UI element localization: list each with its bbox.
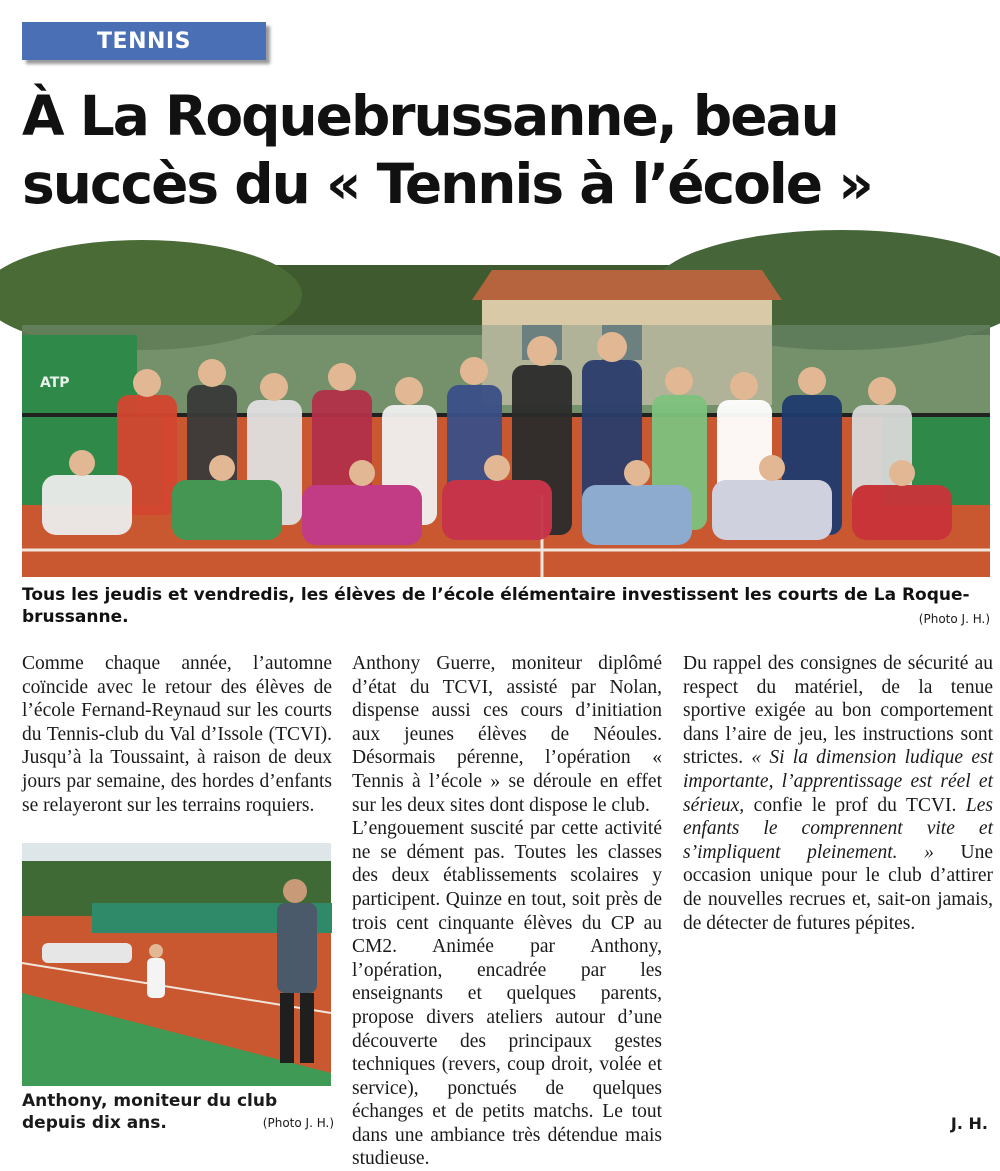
paragraph-4-end: Une occasion unique pour le club d’attirer de nouvelles recrues et, sait-on jamais, de détecter de futures pépites.	[683, 841, 993, 934]
author-signature: J. H.	[950, 1114, 988, 1133]
headline	[22, 82, 982, 218]
main-photo-caption: Tous les jeudis et vendredis, les élèves de l’école élémentaire investissent les courts de La Roque-brussanne.	[22, 585, 970, 627]
headline-line-2: succès du « Tennis à l’école »	[22, 152, 872, 216]
article-paragraph-4	[683, 652, 993, 935]
paragraph-4-mid: confie le prof du TCVI.	[744, 794, 966, 816]
coach-photo	[22, 843, 331, 1086]
atp-sign-text: ATP	[40, 375, 70, 391]
quote-part-1: « Si la dimension ludique est importante, l’apprentissage est réel et sérieux,	[683, 747, 993, 816]
coach-photo-caption	[22, 1090, 334, 1134]
article-paragraph-3: L’engouement suscité par cette activité ne se dément pas. Toutes les classes des deux établissements scolaires y participent. Quinze en tout, soit près de trois cent cinquante élèves du CP au CM2. Animée par Anthony, l’opération, encadrée par les enseignants et quelques parents, propose divers ateliers autour d’une découverte des principaux gestes techniques (revers, coup droit, volée et service), ponctués de quelques échanges et de petits matchs. Le tout dans une ambiance très détendue mais studieuse.	[352, 818, 662, 1170]
article-paragraph-1: Comme chaque année, l’automne coïncide avec le retour des élèves de l’école Fernand-Reynaud sur les courts du Tennis-club du Val d’Issole (TCVI). Jusqu’à la Toussaint, à raison de deux jours par semaine, des hordes d’enfants se relayeront sur les terrains roquiers.	[22, 653, 332, 816]
article-column-1	[22, 652, 332, 836]
headline-line-1: À La Roquebrussanne, beau	[22, 84, 838, 148]
coach-photo-illustration	[22, 843, 331, 1086]
article-paragraph-2: Anthony Guerre, moniteur diplômé d’état du TCVI, assisté par Nolan, dispense aussi ces cours d’initiation aux jeunes élèves de Néoules. Désormais pérenne, l’opération « Tennis à l’école » se déroule en effet sur les deux sites dont dispose le club.	[352, 653, 662, 816]
article-column-2	[352, 652, 662, 1170]
coach-photo-credit: (Photo J. H.)	[262, 1116, 334, 1130]
paragraph-4-start: Du rappel des consignes de sécurité au respect du matériel, de la tenue sportive exigée au bon comportement dans l’aire de jeu, les instructions sont strictes.	[683, 653, 993, 769]
coach-caption-text: Anthony, moniteur du club depuis dix ans.	[22, 1091, 278, 1133]
main-photo	[22, 265, 990, 577]
main-photo-credit: (Photo J. H.)	[918, 612, 990, 626]
quote-part-2: Les enfants le comprennent vite et s’impliquent pleinement. »	[683, 794, 993, 863]
main-photo-illustration	[22, 265, 990, 577]
article-column-3	[683, 652, 993, 935]
section-rubric: TENNIS	[22, 22, 266, 60]
